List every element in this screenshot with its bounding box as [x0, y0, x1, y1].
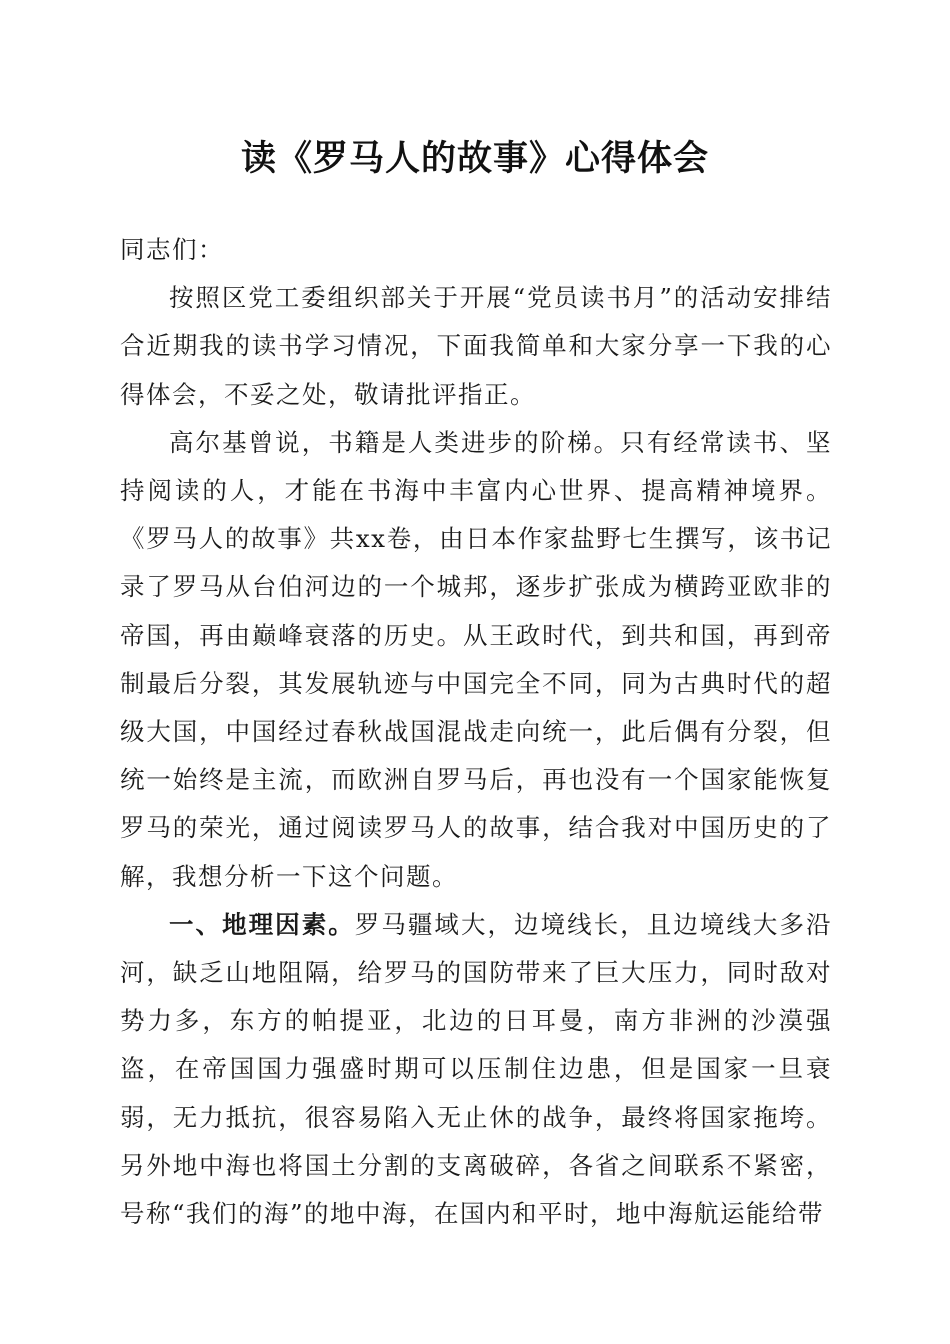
- paragraph-book-summary: 高尔基曾说，书籍是人类进步的阶梯。只有经常读书、坚持阅读的人，才能在书海中丰富内心世界、提高精神境界。《罗马人的故事》共xx卷，由日本作家盐野七生撰写，该书记录了罗马从台伯河边的一个城邦，逐步扩张成为横跨亚欧非的帝国，再由巅峰衰落的历史。从王政时代，到共和国，再到帝制最后分裂，其发展轨迹与中国完全不同，同为古典时代的超级大国，中国经过春秋战国混战走向统一，此后偶有分裂，但统一始终是主流，而欧洲自罗马后，再也没有一个国家能恢复罗马的荣光，通过阅读罗马人的故事，结合我对中国历史的了解，我想分析一下这个问题。: [120, 427, 832, 891]
- paragraph-intro: 按照区党工委组织部关于开展“党员读书月”的活动安排结合近期我的读书学习情况，下面我简单和大家分享一下我的心得体会，不妥之处，敬请批评指正。: [120, 283, 832, 409]
- salutation: 同志们：: [120, 235, 224, 264]
- document-title: 读《罗马人的故事》心得体会: [240, 138, 709, 179]
- document-body: [120, 226, 832, 1238]
- section-one-heading: 一、地理因素。: [169, 909, 355, 939]
- paragraph-section-one: [120, 901, 832, 1238]
- section-one-text: 罗马疆域大，边境线长，且边境线大多沿河，缺乏山地阻隔，给罗马的国防带来了巨大压力，同时敌对势力多，东方的帕提亚，北边的日耳曼，南方非洲的沙漠强盗，在帝国国力强盛时期可以压制住边患，但是国家一旦衰弱，无力抵抗，很容易陷入无止休的战争，最终将国家拖垮。另外地中海也将国土分割的支离破碎，各省之间联系不紧密，号称“我们的海”的地中海，在国内和平时，地中海航运能给带: [120, 909, 833, 1229]
